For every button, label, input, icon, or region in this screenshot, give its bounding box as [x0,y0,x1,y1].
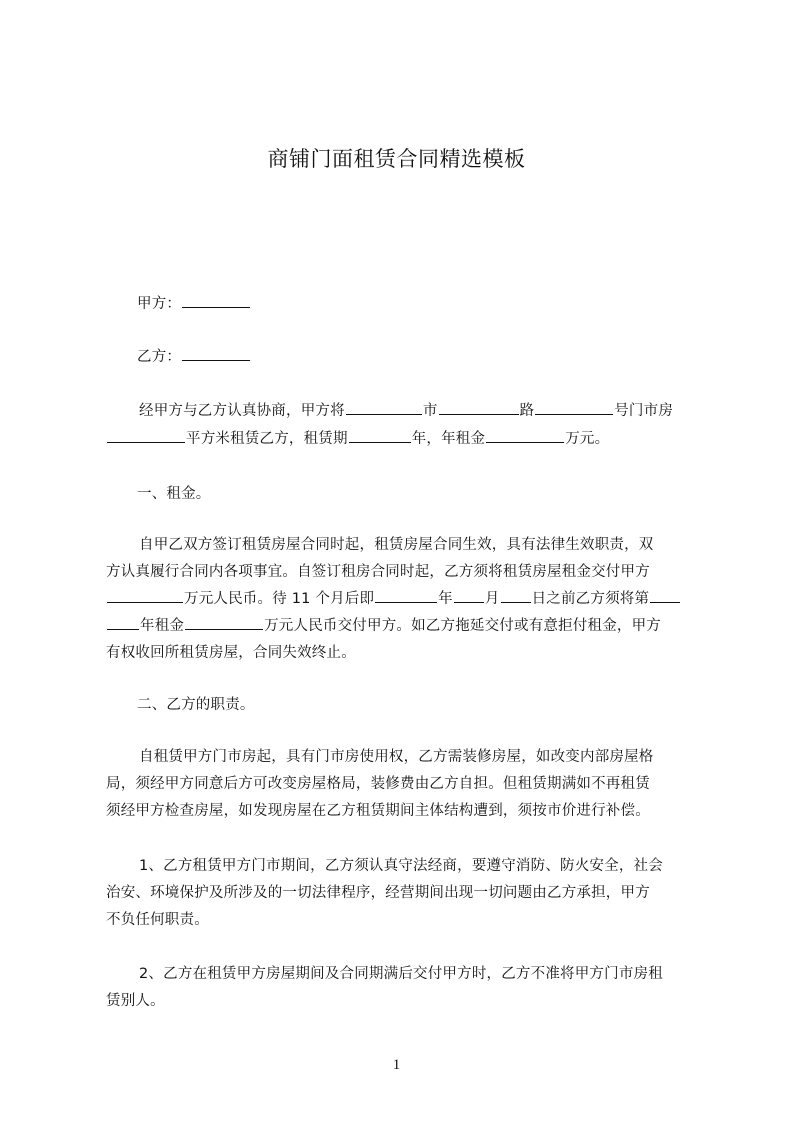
section1-heading: 一、租金。 [137,486,211,502]
section2-line-3: 须经甲方检查房屋，如发现房屋在乙方租赁期间主体结构遭到，须按市价进行补偿。 [106,803,650,819]
ordinal-blank-cont [107,614,139,630]
intro-line-2 [106,427,609,448]
day-blank [501,587,531,603]
section1-text: 年 [438,591,453,607]
intro-text: 平方米租赁乙方，租赁期 [186,431,348,447]
item1-line-2: 治安、环境保护及所涉及的一切法律程序，经营期间出现一切问题由乙方承担，甲方 [106,885,650,901]
item1-line-1: 1、乙方租赁甲方门市期间，乙方须认真守法经商，要遵守消防、防火安全，社会 [139,858,663,874]
intro-line-1 [139,399,673,420]
intro-text: 路 [519,403,535,419]
rent-blank [486,427,564,443]
section1-text: 年租金 [140,618,185,634]
amount-blank [107,587,183,603]
intro-text: 号门市房 [614,403,674,419]
section2-line-2: 局，须经甲方同意后方可改变房屋格局，装修费由乙方自担。但租赁期满如不再租赁 [106,776,650,792]
number-blank [535,399,613,415]
intro-text: 市 [422,403,438,419]
section1-text: 月 [484,591,500,607]
second-amount-blank [185,614,263,630]
month-blank [454,587,484,603]
year-blank [375,587,437,603]
party-b-blank [182,345,250,361]
intro-text: 万元。 [565,431,610,447]
section2-line-1: 自租赁甲方门市房起，具有门市房使用权，乙方需装修房屋，如改变内部房屋格 [139,749,654,765]
road-blank [439,399,519,415]
city-blank [346,399,422,415]
area-blank [107,427,185,443]
party-b-label: 乙方： [137,349,182,365]
party-b-line [137,345,251,366]
section1-line-3 [106,587,681,608]
section1-text: 日之前乙方须将第 [531,591,650,607]
ordinal-blank [650,587,680,603]
page-number: 1 [392,1057,401,1073]
section1-text: 万元人民币。待 11 个月后即 [184,591,375,607]
section1-text: 万元人民币交付甲方。如乙方拖延交付或有意拒付租金，甲方 [264,618,662,634]
item1-line-3: 不负任何职责。 [106,912,209,928]
section1-line-4 [106,614,661,635]
section1-line-2: 方认真履行合同内各项事宜。自签订租房合同时起，乙方须将租赁房屋租金交付甲方 [106,564,650,580]
party-a-line [137,292,251,313]
party-a-label: 甲方： [137,296,182,312]
section2-heading: 二、乙方的职责。 [137,697,255,713]
party-a-blank [182,292,250,308]
term-blank [349,427,411,443]
section1-line-5: 有权收回所租赁房屋，合同失效终止。 [106,645,356,661]
item2-line-2: 赁别人。 [106,993,165,1009]
intro-text: 年，年租金 [411,431,486,447]
intro-text: 经甲方与乙方认真协商，甲方将 [139,403,345,419]
section1-line-1: 自甲乙双方签订租赁房屋合同时起，租赁房屋合同生效，具有法律生效职责，双 [139,537,654,553]
document-title: 商铺门面租赁合同精选模板 [267,147,526,171]
item2-line-1: 2、乙方在租赁甲方房屋期间及合同期满后交付甲方时，乙方不准将甲方门市房租 [139,966,663,982]
